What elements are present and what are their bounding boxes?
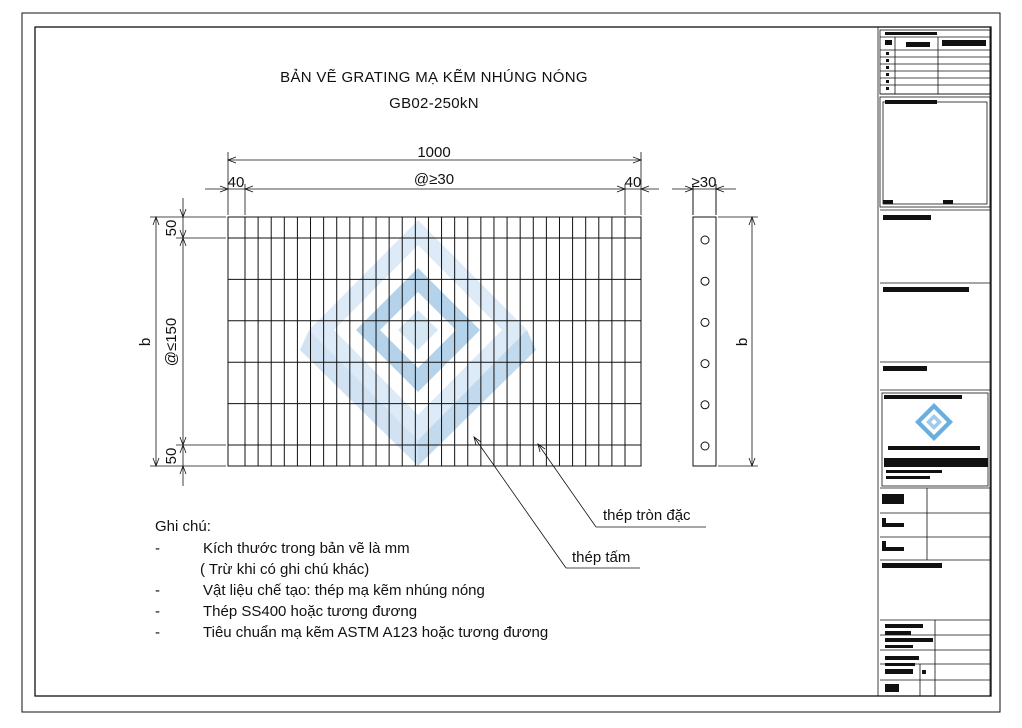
note-bullet: - [155,624,160,641]
dim-edge-left: 40 [227,174,245,191]
dim-height-side: b [734,337,751,347]
side-hole-icon [701,318,709,326]
dim-bottom-edge: 50 [163,447,180,465]
side-hole-icon [701,401,709,409]
note-bullet: - [155,603,160,620]
callout-plate-bar: thép tấm [572,549,631,566]
note-bullet: - [155,540,160,557]
vertical-dimensions [150,198,226,486]
watermark-logo-icon [300,220,536,466]
dim-side-thickness: ≥30 [691,174,717,191]
side-hole-icon [701,442,709,450]
dim-height-front: b [137,337,154,347]
note-text: Thép SS400 hoặc tương đương [203,603,418,620]
notes-items [155,540,548,641]
dim-bar-pitch: @≥30 [413,171,455,188]
side-hole-icon [701,360,709,368]
note-text: Kích thước trong bản vẽ là mm [203,540,410,557]
grating-side-view [672,184,758,466]
note-text: ( Trừ khi có ghi chú khác) [200,561,370,578]
notes-heading: Ghi chú: [155,518,211,535]
note-text: Tiêu chuẩn mạ kẽm ASTM A123 hoặc tương đương [203,624,549,641]
note-bullet: - [155,582,160,599]
dim-overall-width: 1000 [417,144,451,161]
side-holes [701,236,709,450]
note-text: Vật liệu chế tạo: thép mạ kẽm nhúng nóng [203,582,485,599]
dim-top-edge: 50 [163,219,180,237]
drawing-code: GB02-250kN [389,95,479,112]
dim-cross-pitch: @≤150 [163,317,180,367]
side-hole-icon [701,277,709,285]
title-block-logo-icon [915,403,953,441]
dim-edge-right: 40 [624,174,642,191]
notes-block [155,518,548,641]
callout-round-bar: thép tròn đặc [603,507,691,524]
drawing-title: BẢN VẼ GRATING MẠ KẼM NHÚNG NÓNG [280,69,588,86]
side-hole-icon [701,236,709,244]
title-block [878,27,990,696]
